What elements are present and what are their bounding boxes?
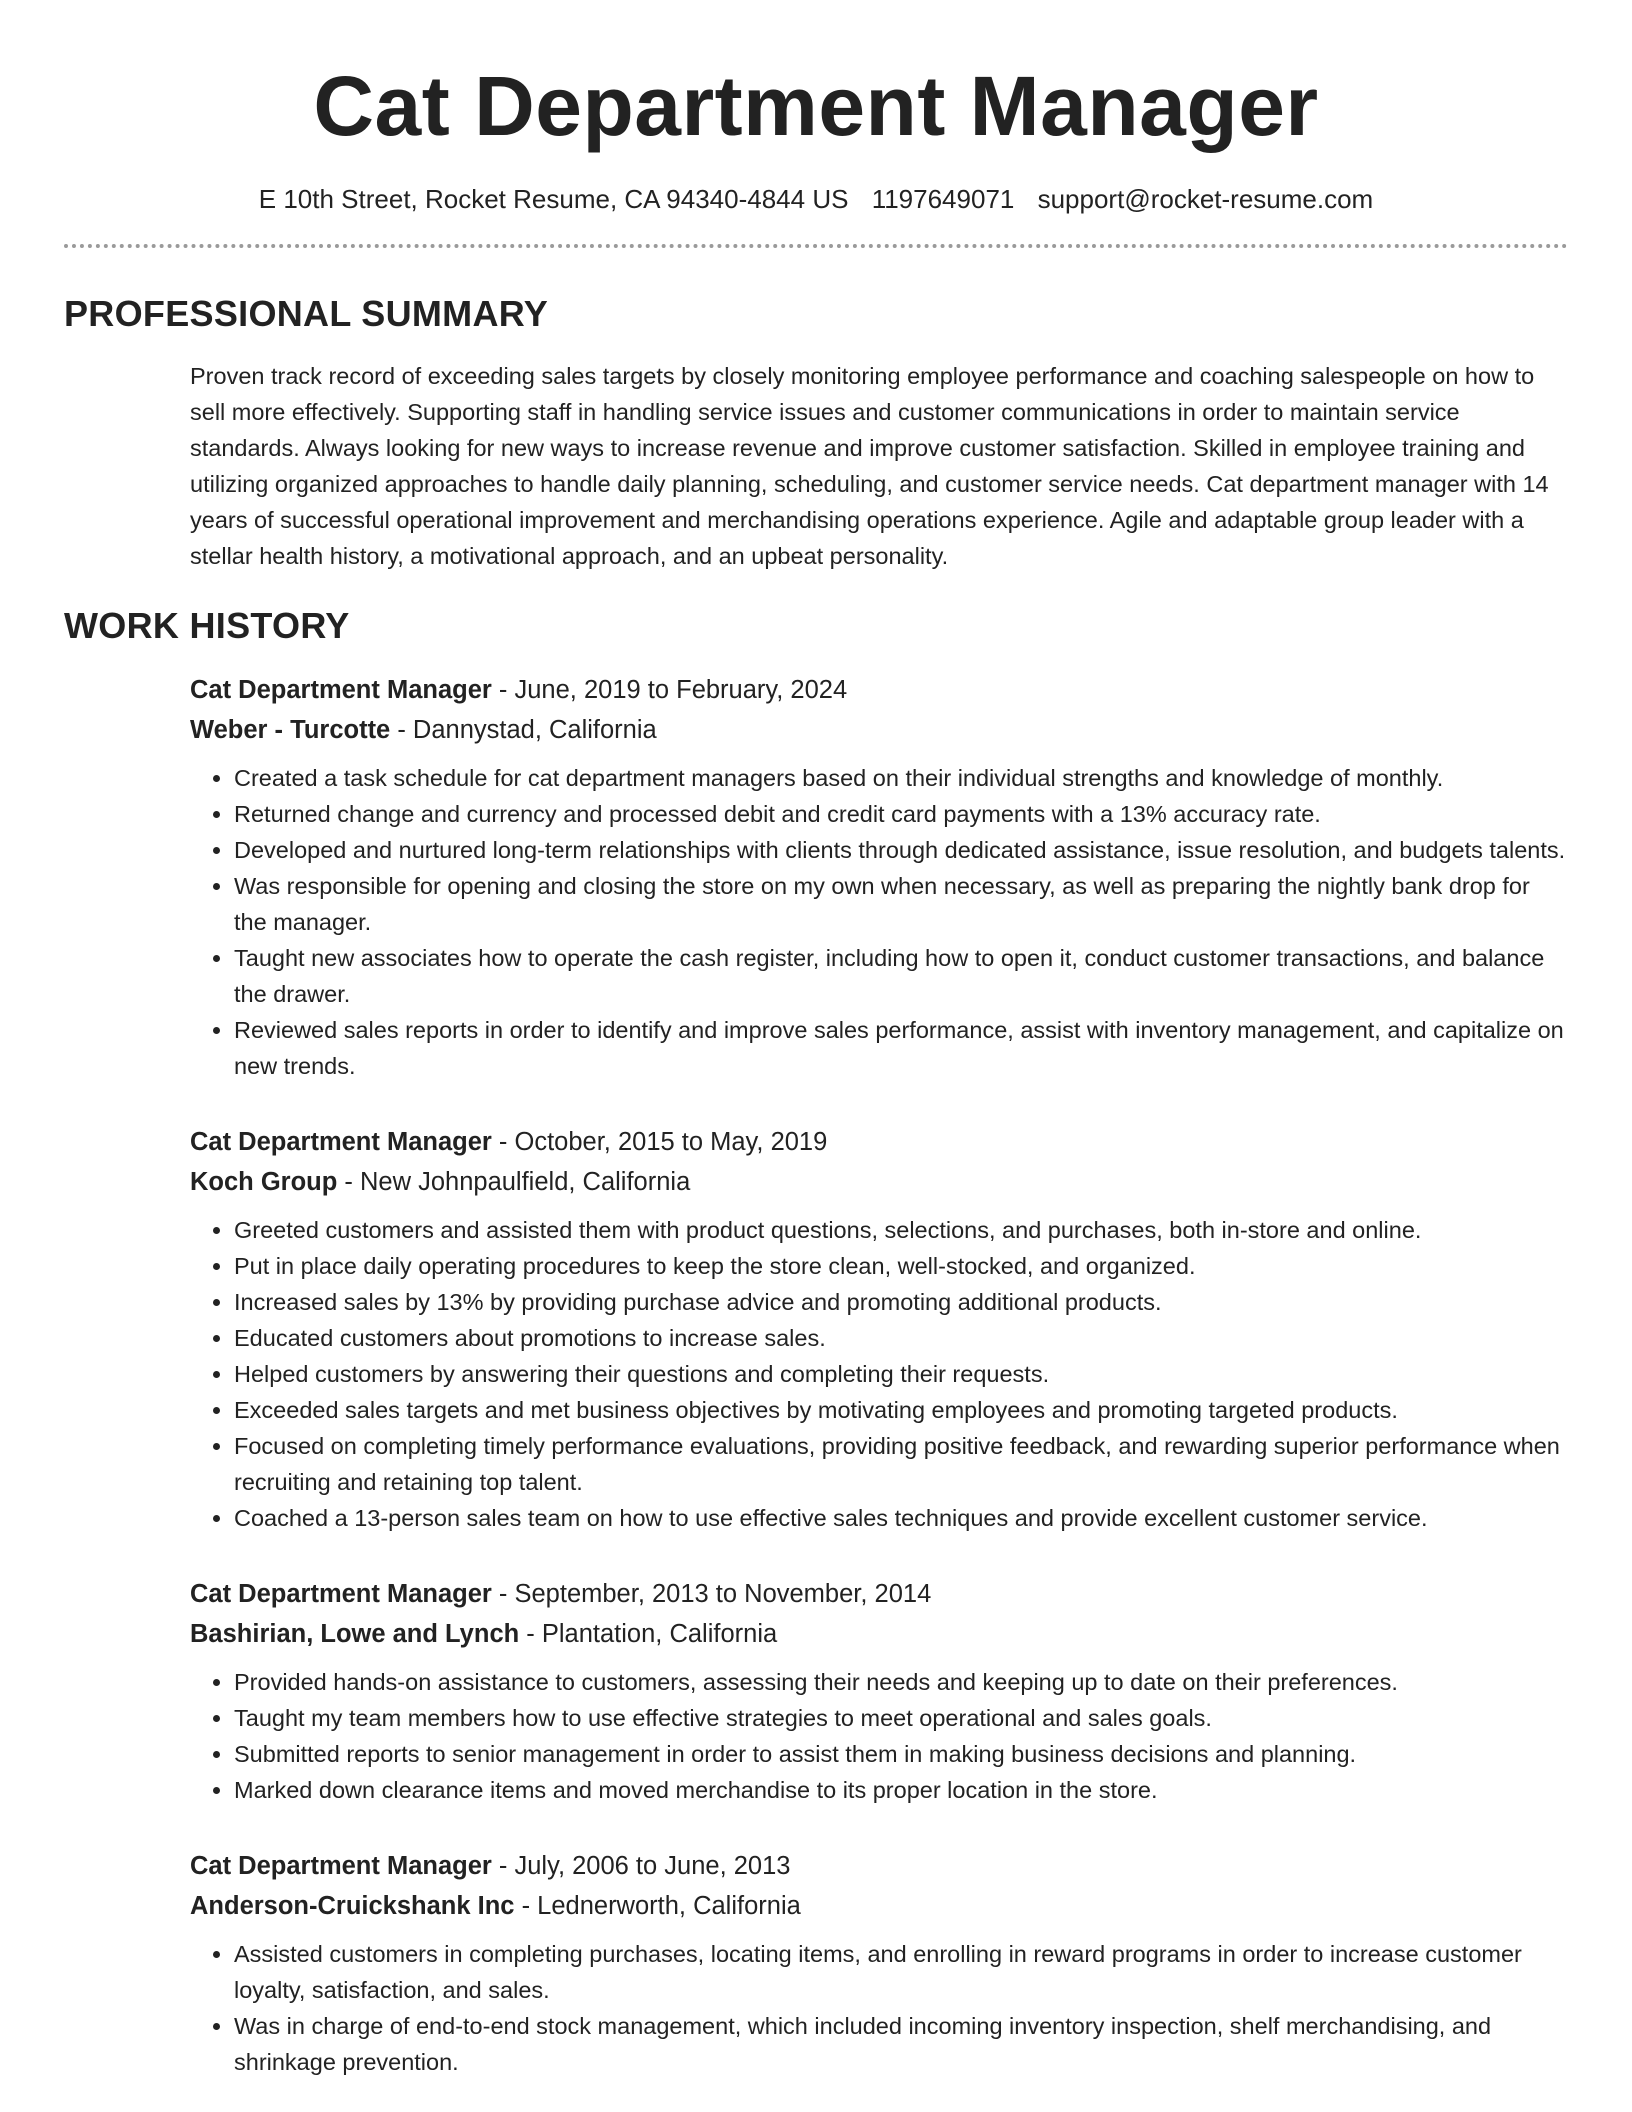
job-title-line	[190, 670, 1568, 710]
job-bullets	[190, 760, 1568, 1084]
work-history-section	[64, 604, 1568, 2080]
job-bullet: • Coached a 13-person sales team on how to use effective sales techniques and provide excellent customer service.	[234, 1500, 1568, 1536]
job-bullet: • Put in place daily operating procedures to keep the store clean, well-stocked, and organized.	[234, 1248, 1568, 1284]
job-company: Bashirian, Lowe and Lynch	[190, 1620, 520, 1648]
header-divider	[64, 244, 1568, 248]
job-bullet: • Reviewed sales reports in order to identify and improve sales performance, assist with inventory management, and capitalize on new trends.	[234, 1012, 1568, 1084]
contact-address: E 10th Street, Rocket Resume, CA 94340-4844 US	[258, 184, 849, 214]
job-title: Cat Department Manager	[190, 1580, 492, 1608]
job-bullet: • Was responsible for opening and closing the store on my own when necessary, as well as preparing the nightly bank drop for the manager.	[234, 868, 1568, 940]
job-bullet: • Provided hands-on assistance to customers, assessing their needs and keeping up to date on their preferences.	[234, 1664, 1568, 1700]
job-location: - Dannystad, California	[390, 716, 657, 744]
job-entry	[190, 1846, 1568, 2080]
job-company-line	[190, 1162, 1568, 1202]
job-bullet: • Taught new associates how to operate the cash register, including how to open it, conduct customer transactions, and balance the drawer.	[234, 940, 1568, 1012]
job-company: Anderson-Cruickshank Inc	[190, 1892, 515, 1920]
section-title-summary: PROFESSIONAL SUMMARY	[64, 293, 549, 334]
summary-text: Proven track record of exceeding sales targets by closely monitoring employee performance and coaching salespeople on how to sell more effectively. Supporting staff in handling service issues and customer communications in order to maintain service standards. Always looking for new ways to increase revenue and improve customer satisfaction. Skilled in employee training and utilizing organized approaches to handle daily planning, scheduling, and customer service needs. Cat department manager with 14 years of successful operational improvement and merchandising operations experience. Agile and adaptable group leader with a stellar health history, a motivational approach, and an upbeat personality.	[190, 363, 1549, 569]
job-company: Weber - Turcotte	[190, 716, 391, 744]
job-list	[190, 670, 1568, 2080]
job-company-line	[190, 1614, 1568, 1654]
job-entry	[190, 1574, 1568, 1808]
job-dates: - September, 2013 to November, 2014	[491, 1580, 932, 1608]
job-bullet: • Increased sales by 13% by providing purchase advice and promoting additional products.	[234, 1284, 1568, 1320]
job-title-line	[190, 1846, 1568, 1886]
job-bullet: • Focused on completing timely performance evaluations, providing positive feedback, and rewarding superior performance when recruiting and retaining top talent.	[234, 1428, 1568, 1500]
section-title-work: WORK HISTORY	[64, 605, 350, 646]
job-location: - Plantation, California	[519, 1620, 778, 1648]
job-bullet: • Helped customers by answering their questions and completing their requests.	[234, 1356, 1568, 1392]
resume-header	[64, 0, 1568, 248]
job-dates: - June, 2019 to February, 2024	[491, 676, 848, 704]
job-bullet: • Educated customers about promotions to increase sales.	[234, 1320, 1568, 1356]
job-bullets	[190, 1664, 1568, 1808]
contact-email: support@rocket-resume.com	[1037, 184, 1374, 214]
candidate-name: Cat Department Manager	[313, 59, 1319, 153]
job-bullet: • Was in charge of end-to-end stock management, which included incoming inventory inspection, shelf merchandising, and shrinkage prevention.	[234, 2008, 1568, 2080]
job-bullets	[190, 1212, 1568, 1536]
job-bullets	[190, 1936, 1568, 2080]
job-entry	[190, 670, 1568, 1084]
job-bullet: • Taught my team members how to use effective strategies to meet operational and sales goals.	[234, 1700, 1568, 1736]
job-title-line	[190, 1574, 1568, 1614]
job-bullet: • Submitted reports to senior management in order to assist them in making business decisions and planning.	[234, 1736, 1568, 1772]
job-company: Koch Group	[190, 1168, 338, 1196]
job-bullet: • Returned change and currency and processed debit and credit card payments with a 13% accuracy rate.	[234, 796, 1568, 832]
job-title-line	[190, 1122, 1568, 1162]
job-bullet: • Marked down clearance items and moved merchandise to its proper location in the store.	[234, 1772, 1568, 1808]
job-bullet: • Greeted customers and assisted them with product questions, selections, and purchases, both in-store and online.	[234, 1212, 1568, 1248]
job-bullet: • Exceeded sales targets and met business objectives by motivating employees and promoting targeted products.	[234, 1392, 1568, 1428]
contact-phone: 1197649071	[871, 184, 1015, 214]
job-location: - Lednerworth, California	[514, 1892, 801, 1920]
professional-summary-section	[64, 292, 1568, 574]
job-location: - New Johnpaulfield, California	[337, 1168, 691, 1196]
job-bullet: • Assisted customers in completing purchases, locating items, and enrolling in reward programs in order to increase customer loyalty, satisfaction, and sales.	[234, 1936, 1568, 2008]
job-title: Cat Department Manager	[190, 1128, 492, 1156]
job-title: Cat Department Manager	[190, 676, 492, 704]
job-bullet: • Created a task schedule for cat department managers based on their individual strengths and knowledge of monthly.	[234, 760, 1568, 796]
job-entry	[190, 1122, 1568, 1536]
job-dates: - October, 2015 to May, 2019	[491, 1128, 828, 1156]
job-dates: - July, 2006 to June, 2013	[491, 1852, 791, 1880]
contact-line	[64, 182, 1568, 216]
job-bullet: • Developed and nurtured long-term relationships with clients through dedicated assistance, issue resolution, and budgets talents.	[234, 832, 1568, 868]
job-company-line	[190, 1886, 1568, 1926]
job-company-line	[190, 710, 1568, 750]
job-title: Cat Department Manager	[190, 1852, 492, 1880]
